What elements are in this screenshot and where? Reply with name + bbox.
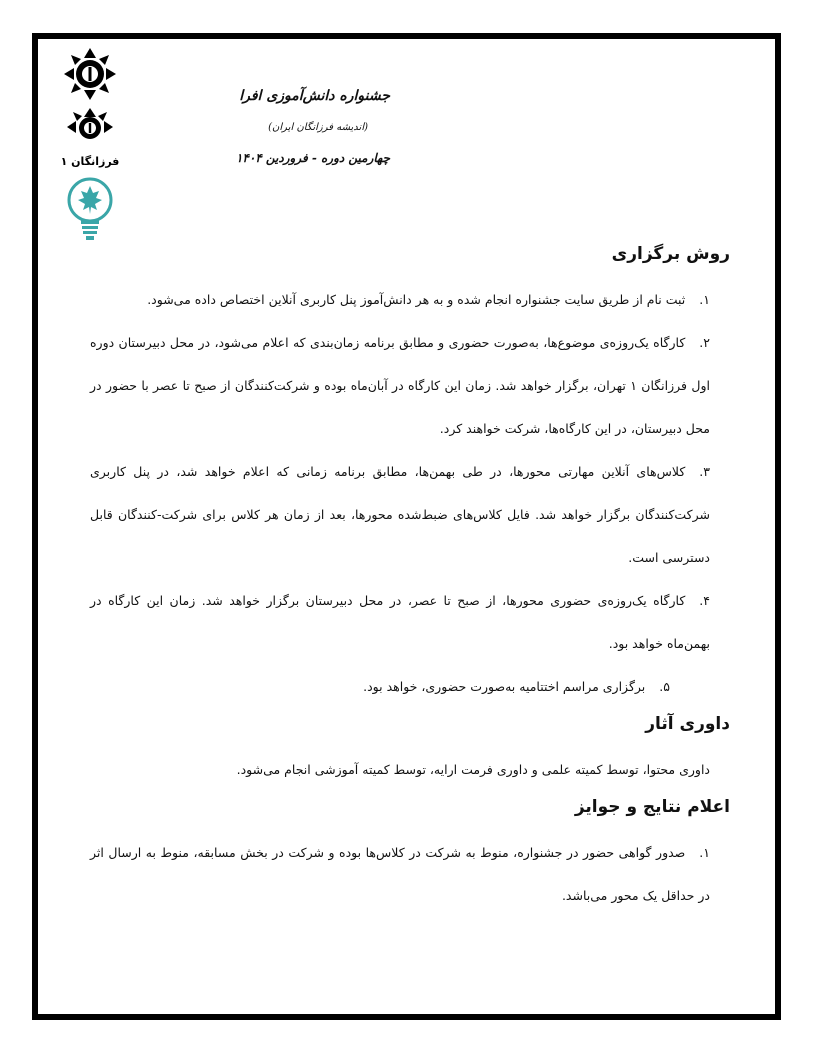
item-number: ۱. [699,292,710,307]
item-number: ۵. [659,679,670,694]
festival-name: جشنواره دانش‌آموزی افرا [239,88,390,104]
document-body [90,244,730,917]
item-text: ثبت نام از طریق سایت جشنواره انجام شده و به هر دانش‌آموز پنل کاربری آنلاین اختصاص داده می‌شود. [147,292,686,307]
item-number: ۳. [699,464,710,479]
item-text: صدور گواهی حضور در جشنواره، منوط به شرکت در کلاس‌ها بوده و شرکت در بخش مسابقه، منوط به ارسال اثر در حداقل یک محور می‌باشد. [90,845,710,903]
list-item [90,665,730,708]
festival-heading [220,88,390,165]
festival-subtitle: (اندیشه فرزانگان ایران) [268,122,368,133]
farzanegan-emblem-icon [67,108,113,146]
list-item [90,321,730,450]
list-item [90,831,730,917]
farzanegan-wordmark: فرزانگان ۱ [60,155,120,168]
judging-text: داوری محتوا، توسط کمیته علمی و داوری فرمت ارایه، توسط کمیته آموزشی انجام می‌شود. [236,762,710,777]
logo-column [58,46,122,242]
section-title-results: اعلام نتایج و جوایز [574,797,730,817]
item-text: کارگاه یک‌روزه‌ی موضوع‌ها، به‌صورت حضوری و مطابق برنامه زمان‌بندی که اعلام می‌شود، در محل دبیرستان دوره اول فرزانگان ۱ تهران، برگزار خواهد شد. زمان این کارگاه در آبان‌ماه بوده و شرکت‌کنندگان از صبح تا عصر با حضور در محل دبیرستان، در این کارگاه‌ها، شرکت خواهند کرد. [90,335,710,436]
item-text: کارگاه یک‌روزه‌ی حضوری محورها، از صبح تا عصر، در محل دبیرستان برگزار خواهد شد. زمان این کارگاه در بهمن‌ماه خواهد بود. [90,593,710,651]
list-item [90,278,730,321]
section-title-method: روش برگزاری [611,244,730,264]
farzanegan-logo [58,108,122,168]
maple-bulb-icon [66,176,114,242]
list-item [90,450,730,579]
festival-edition: چهارمین دوره - فروردین ۱۴۰۴ [235,151,390,165]
section-title-judging: داوری آثار [645,714,730,734]
item-number: ۴. [699,593,710,608]
item-text: کلاس‌های آنلاین مهارتی محورها، در طی بهمن‌ها، مطابق برنامه زمانی که اعلام خواهد شد، در پنل کاربری شرکت‌کنندگان برگزار خواهد شد. فایل کلاس‌های ضبط‌شده محورها، بعد از زمان هر کلاس برای شرکت-کنندگان قابل دسترسی است. [90,464,710,565]
list-item [90,579,730,665]
item-text: برگزاری مراسم اختتامیه به‌صورت حضوری، خواهد بود. [363,679,646,694]
item-number: ۲. [699,335,710,350]
item-number: ۱. [699,845,710,860]
iran-emblem-icon [62,46,118,102]
